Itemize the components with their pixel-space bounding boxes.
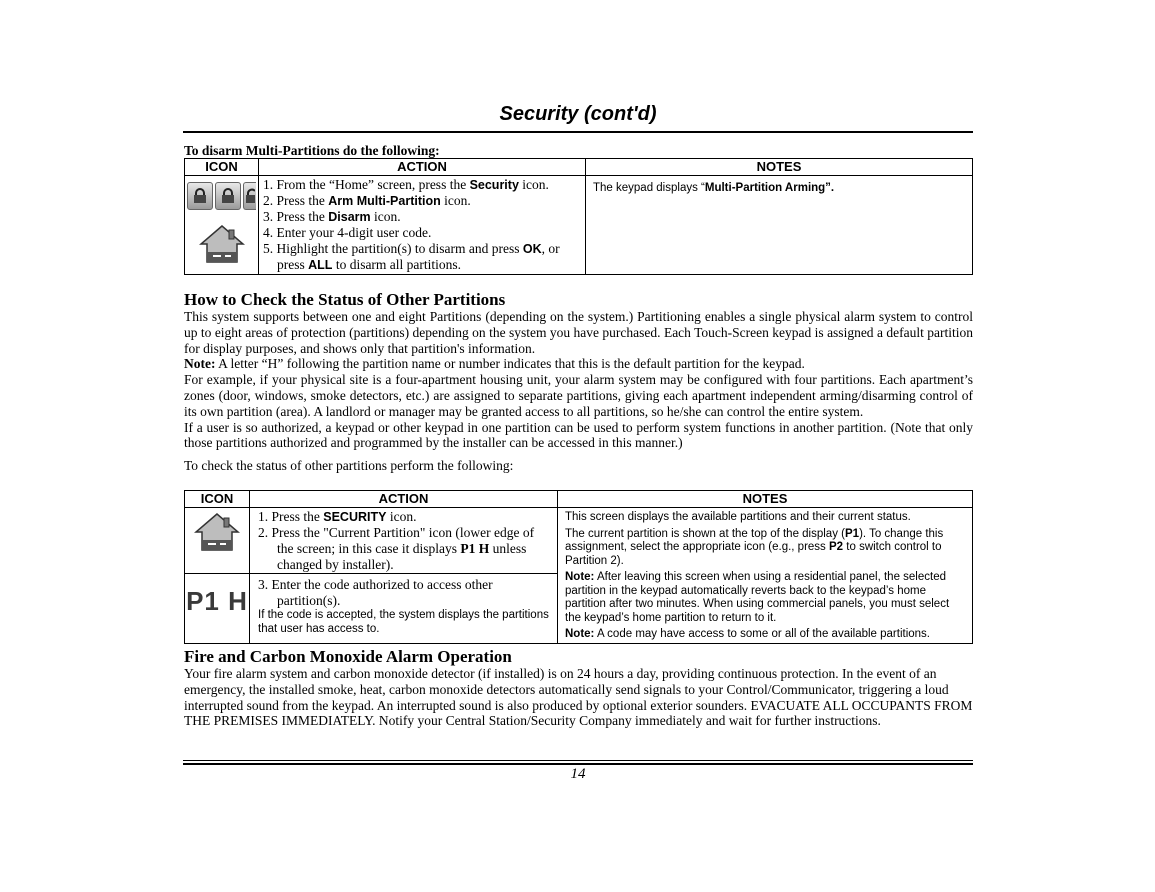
step-2: 2. Press the Arm Multi-Partition icon. <box>263 193 471 208</box>
header-icon: ICON <box>185 491 250 508</box>
paragraph: Your fire alarm system and carbon monoxide detector (if installed) is on 24 hours a day, providing continuous protection. In the event of an emergency, the installed smoke, heat, carbon monoxide detectors automatically send signals to your Control/Communicator, triggering a loud interrupted sound from the keypad. An interrupted sound is also produced by optional exterior sounders. EVACUATE ALL OCCUPANTS FROM THE PREMISES IMMEDIATELY. Notify your Central Station/Security Company immediately and wait for further instructions. <box>184 666 973 729</box>
status-notes <box>558 508 973 644</box>
step-4: 4. Enter your 4-digit user code. <box>263 225 432 240</box>
step-3: 3. Press the Disarm icon. <box>263 209 401 224</box>
header-notes: NOTES <box>586 159 973 176</box>
disarm-intro: To disarm Multi-Partitions do the following: <box>184 143 440 158</box>
footer-rule <box>183 763 973 765</box>
step-1: 1. Press the SECURITY icon. <box>258 509 417 524</box>
header-action: ACTION <box>250 491 558 508</box>
step-5: 5. Highlight the partition(s) to disarm and press OK, or press ALL to disarm all partitions. <box>263 241 560 272</box>
paragraph: This system supports between one and eight Partitions (depending on the system.) Partitioning enables a single physical alarm system to control up to eight areas of protection (partitions) depending on the system you have purchased. Each Touch-Screen keypad is assigned a default partition for display purposes, and shows only that partition's information. <box>184 309 973 356</box>
partitions-body <box>184 309 973 474</box>
icon-cell <box>185 574 250 644</box>
house-icon <box>185 508 249 552</box>
page-title: Security (cont'd) <box>499 103 657 125</box>
lock-icons <box>185 176 258 210</box>
status-table <box>184 490 973 644</box>
house-icon <box>185 224 258 264</box>
lock-icon <box>215 182 241 210</box>
header-icon: ICON <box>185 159 259 176</box>
disarm-table <box>184 158 973 275</box>
title-rule <box>183 131 973 133</box>
header-notes: NOTES <box>558 491 973 508</box>
paragraph: For example, if your physical site is a four-apartment housing unit, your alarm system may be configured with four partitions. Each apartment’s zones (door, windows, smoke detectors, etc.) are assigned to separate partitions, giving each apartment independent arming/disarming control of its own partition (area). A landlord or manager may be granted access to all partitions, so he/she can control the entire system. <box>184 372 973 419</box>
icon-cell <box>185 508 250 574</box>
lock-icon <box>187 182 213 210</box>
disarm-steps <box>259 176 586 275</box>
paragraph: If a user is so authorized, a keypad or other keypad in one partition can be used to perform system functions in another partition. (Note that only those partitions authorized and programmed by the installer can be accessed in this manner.) <box>184 419 973 451</box>
section-heading-fire: Fire and Carbon Monoxide Alarm Operation <box>184 647 512 666</box>
icon-cell <box>185 176 259 275</box>
note-3: Note: After leaving this screen when using a residential panel, the selected partition in the keypad automatically reverts back to the keypad’s home partition after two minutes. When using commercial panels, you must select the keypad’s home partition to return to it. <box>565 571 950 624</box>
step-3-note: If the code is accepted, the system displays the partitions that user has access to. <box>258 609 549 635</box>
header-action: ACTION <box>259 159 586 176</box>
lock-icon <box>243 182 256 210</box>
note-1: This screen displays the available partitions and their current status. <box>565 511 911 523</box>
section-heading-partitions: How to Check the Status of Other Partitions <box>184 290 506 309</box>
note-2: The current partition is shown at the top of the display (P1). To change this assignment, select the appropriate icon (e.g., press P2 to switch control to Partition 2). <box>565 527 944 567</box>
status-intro: To check the status of other partitions perform the following: <box>184 458 514 474</box>
step-2: 2. Press the "Current Partition" icon (lower edge of the screen; in this case it displays P1 H unless changed by installer). <box>258 525 535 572</box>
note-paragraph: Note: A letter “H” following the partition name or number indicates that this is the default partition for the keypad. <box>184 356 805 372</box>
note-4: Note: A code may have access to some or all of the available partitions. <box>565 628 930 640</box>
status-steps-a <box>250 508 558 574</box>
footer-rule <box>183 760 973 761</box>
step-3: 3. Enter the code authorized to access other partition(s). <box>258 577 493 608</box>
status-steps-b <box>250 574 558 644</box>
current-partition-icon: P1 H <box>186 586 248 616</box>
step-1: 1. From the “Home” screen, press the Security icon. <box>263 177 549 192</box>
fire-body <box>184 666 973 729</box>
disarm-notes: The keypad displays “Multi-Partition Arming”. <box>586 176 973 275</box>
page-number: 14 <box>570 766 586 782</box>
